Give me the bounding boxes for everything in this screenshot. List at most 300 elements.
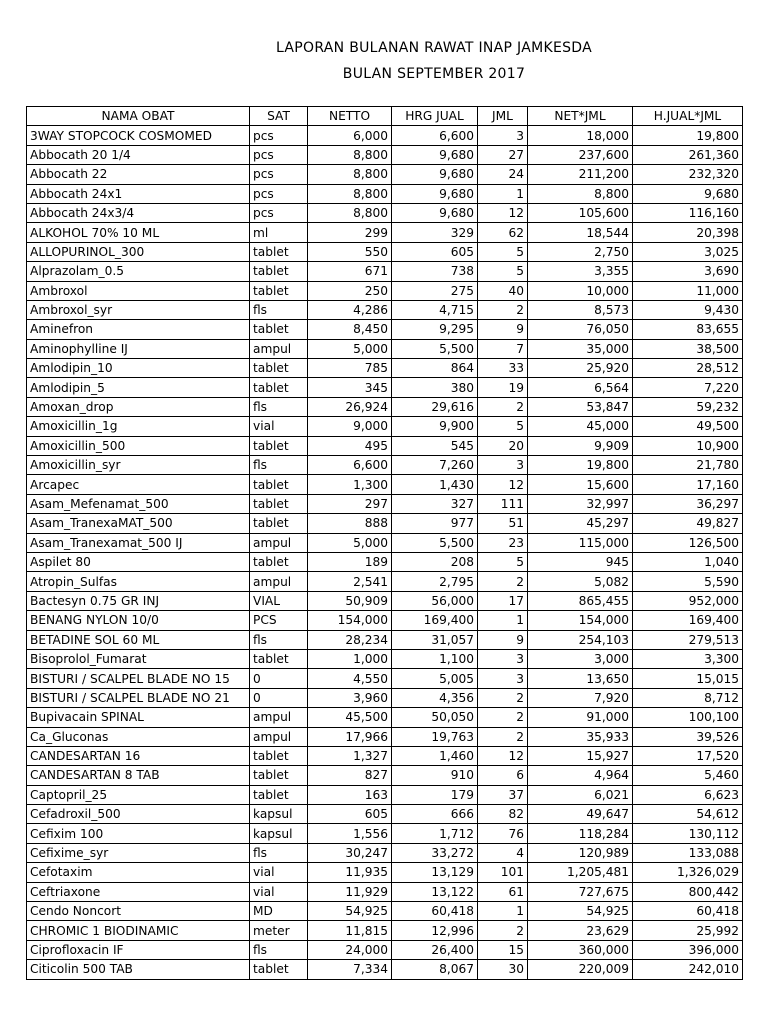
cell-hjual-jml: 83,655 [633, 320, 743, 339]
cell-net-jml: 19,800 [528, 456, 633, 475]
cell-jml: 20 [478, 436, 528, 455]
cell-sat: vial [250, 863, 308, 882]
cell-hrg-jual: 4,356 [392, 688, 478, 707]
cell-sat: tablet [250, 359, 308, 378]
cell-sat: tablet [250, 320, 308, 339]
cell-netto: 11,815 [308, 921, 392, 940]
cell-hjual-jml: 36,297 [633, 494, 743, 513]
table-row [27, 630, 743, 649]
cell-hrg-jual: 6,600 [392, 126, 478, 145]
cell-hrg-jual: 5,500 [392, 533, 478, 552]
cell-hrg-jual: 1,460 [392, 746, 478, 765]
cell-hjual-jml: 28,512 [633, 359, 743, 378]
cell-net-jml: 154,000 [528, 611, 633, 630]
cell-netto: 163 [308, 785, 392, 804]
table-row [27, 940, 743, 959]
report-title: LAPORAN BULANAN RAWAT INAP JAMKESDA [275, 40, 593, 56]
cell-netto: 671 [308, 262, 392, 281]
cell-jml: 2 [478, 688, 528, 707]
table-row [27, 824, 743, 843]
cell-jml: 12 [478, 203, 528, 222]
cell-hrg-jual: 9,295 [392, 320, 478, 339]
cell-hjual-jml: 9,430 [633, 300, 743, 319]
cell-hjual-jml: 49,827 [633, 514, 743, 533]
cell-hjual-jml: 232,320 [633, 165, 743, 184]
header-jml: JML [478, 107, 528, 126]
cell-nama-obat: Cefotaxim [27, 863, 250, 882]
cell-sat: tablet [250, 262, 308, 281]
cell-hrg-jual: 2,795 [392, 572, 478, 591]
cell-hrg-jual: 13,129 [392, 863, 478, 882]
cell-jml: 37 [478, 785, 528, 804]
cell-jml: 7 [478, 339, 528, 358]
cell-hrg-jual: 977 [392, 514, 478, 533]
cell-net-jml: 76,050 [528, 320, 633, 339]
cell-hrg-jual: 9,680 [392, 165, 478, 184]
cell-net-jml: 8,800 [528, 184, 633, 203]
cell-netto: 6,600 [308, 456, 392, 475]
cell-netto: 297 [308, 494, 392, 513]
table-row [27, 165, 743, 184]
cell-hjual-jml: 1,326,029 [633, 863, 743, 882]
cell-netto: 7,334 [308, 960, 392, 979]
table-row [27, 649, 743, 668]
cell-jml: 76 [478, 824, 528, 843]
cell-nama-obat: Cefadroxil_500 [27, 805, 250, 824]
cell-hjual-jml: 133,088 [633, 843, 743, 862]
table-row [27, 320, 743, 339]
cell-net-jml: 2,750 [528, 242, 633, 261]
cell-nama-obat: ALKOHOL 70% 10 ML [27, 223, 250, 242]
cell-netto: 8,800 [308, 203, 392, 222]
cell-jml: 2 [478, 300, 528, 319]
cell-sat: vial [250, 882, 308, 901]
cell-netto: 50,909 [308, 591, 392, 610]
cell-netto: 9,000 [308, 417, 392, 436]
cell-nama-obat: Cendo Noncort [27, 902, 250, 921]
cell-net-jml: 237,600 [528, 145, 633, 164]
cell-jml: 15 [478, 940, 528, 959]
cell-net-jml: 45,297 [528, 514, 633, 533]
cell-jml: 101 [478, 863, 528, 882]
cell-net-jml: 10,000 [528, 281, 633, 300]
cell-hrg-jual: 9,680 [392, 203, 478, 222]
cell-nama-obat: Ambroxol_syr [27, 300, 250, 319]
cell-nama-obat: Amoxicillin_syr [27, 456, 250, 475]
cell-sat: pcs [250, 184, 308, 203]
cell-sat: PCS [250, 611, 308, 630]
cell-hjual-jml: 9,680 [633, 184, 743, 203]
cell-hjual-jml: 17,520 [633, 746, 743, 765]
cell-nama-obat: Abbocath 24x1 [27, 184, 250, 203]
drug-report-table [26, 106, 743, 980]
cell-netto: 26,924 [308, 397, 392, 416]
table-row [27, 882, 743, 901]
cell-nama-obat: Bactesyn 0.75 GR INJ [27, 591, 250, 610]
cell-sat: VIAL [250, 591, 308, 610]
cell-hrg-jual: 13,122 [392, 882, 478, 901]
cell-hjual-jml: 59,232 [633, 397, 743, 416]
header-net-jml: NET*JML [528, 107, 633, 126]
cell-nama-obat: Citicolin 500 TAB [27, 960, 250, 979]
cell-jml: 6 [478, 766, 528, 785]
cell-hjual-jml: 8,712 [633, 688, 743, 707]
cell-jml: 40 [478, 281, 528, 300]
cell-netto: 8,800 [308, 145, 392, 164]
cell-net-jml: 727,675 [528, 882, 633, 901]
cell-hrg-jual: 1,712 [392, 824, 478, 843]
table-row [27, 727, 743, 746]
cell-nama-obat: Amoxicillin_1g [27, 417, 250, 436]
cell-netto: 1,000 [308, 649, 392, 668]
cell-hrg-jual: 208 [392, 552, 478, 571]
cell-jml: 2 [478, 708, 528, 727]
cell-sat: fls [250, 630, 308, 649]
cell-net-jml: 220,009 [528, 960, 633, 979]
cell-nama-obat: Asam_Tranexamat_500 IJ [27, 533, 250, 552]
cell-hjual-jml: 279,513 [633, 630, 743, 649]
table-body [27, 126, 743, 979]
cell-jml: 9 [478, 630, 528, 649]
cell-sat: 0 [250, 688, 308, 707]
cell-nama-obat: Bisoprolol_Fumarat [27, 649, 250, 668]
cell-sat: vial [250, 417, 308, 436]
cell-sat: tablet [250, 649, 308, 668]
cell-nama-obat: Asam_TranexaMAT_500 [27, 514, 250, 533]
cell-netto: 550 [308, 242, 392, 261]
cell-hjual-jml: 21,780 [633, 456, 743, 475]
cell-netto: 785 [308, 359, 392, 378]
table-row [27, 921, 743, 940]
cell-netto: 4,286 [308, 300, 392, 319]
cell-netto: 5,000 [308, 533, 392, 552]
cell-jml: 12 [478, 475, 528, 494]
cell-netto: 17,966 [308, 727, 392, 746]
cell-hjual-jml: 952,000 [633, 591, 743, 610]
cell-hrg-jual: 275 [392, 281, 478, 300]
cell-jml: 5 [478, 262, 528, 281]
cell-nama-obat: BENANG NYLON 10/0 [27, 611, 250, 630]
cell-hrg-jual: 9,900 [392, 417, 478, 436]
cell-nama-obat: Abbocath 20 1/4 [27, 145, 250, 164]
table-row [27, 766, 743, 785]
cell-net-jml: 35,933 [528, 727, 633, 746]
cell-hrg-jual: 864 [392, 359, 478, 378]
cell-hrg-jual: 738 [392, 262, 478, 281]
cell-net-jml: 115,000 [528, 533, 633, 552]
cell-hjual-jml: 6,623 [633, 785, 743, 804]
cell-jml: 12 [478, 746, 528, 765]
cell-netto: 1,327 [308, 746, 392, 765]
table-row [27, 281, 743, 300]
cell-net-jml: 9,909 [528, 436, 633, 455]
table-row [27, 203, 743, 222]
cell-sat: tablet [250, 785, 308, 804]
cell-netto: 299 [308, 223, 392, 242]
cell-nama-obat: Abbocath 24x3/4 [27, 203, 250, 222]
cell-sat: MD [250, 902, 308, 921]
cell-hrg-jual: 1,430 [392, 475, 478, 494]
cell-net-jml: 6,021 [528, 785, 633, 804]
table-row [27, 126, 743, 145]
cell-hrg-jual: 9,680 [392, 145, 478, 164]
cell-net-jml: 49,647 [528, 805, 633, 824]
cell-sat: tablet [250, 514, 308, 533]
cell-hrg-jual: 605 [392, 242, 478, 261]
cell-sat: fls [250, 456, 308, 475]
cell-nama-obat: Cefixim 100 [27, 824, 250, 843]
cell-net-jml: 7,920 [528, 688, 633, 707]
table-row [27, 262, 743, 281]
cell-hrg-jual: 5,500 [392, 339, 478, 358]
cell-jml: 2 [478, 727, 528, 746]
cell-jml: 30 [478, 960, 528, 979]
table-row [27, 359, 743, 378]
cell-nama-obat: Aminefron [27, 320, 250, 339]
table-row [27, 960, 743, 979]
table-row [27, 145, 743, 164]
table-row [27, 475, 743, 494]
cell-hrg-jual: 33,272 [392, 843, 478, 862]
cell-hjual-jml: 169,400 [633, 611, 743, 630]
cell-netto: 45,500 [308, 708, 392, 727]
header-sat: SAT [250, 107, 308, 126]
table-row [27, 456, 743, 475]
cell-jml: 5 [478, 242, 528, 261]
table-row [27, 533, 743, 552]
cell-nama-obat: Amoxan_drop [27, 397, 250, 416]
cell-sat: meter [250, 921, 308, 940]
cell-hrg-jual: 26,400 [392, 940, 478, 959]
cell-hrg-jual: 4,715 [392, 300, 478, 319]
cell-netto: 605 [308, 805, 392, 824]
cell-netto: 24,000 [308, 940, 392, 959]
cell-net-jml: 254,103 [528, 630, 633, 649]
cell-nama-obat: Bupivacain SPINAL [27, 708, 250, 727]
cell-nama-obat: Asam_Mefenamat_500 [27, 494, 250, 513]
cell-netto: 11,929 [308, 882, 392, 901]
cell-net-jml: 1,205,481 [528, 863, 633, 882]
cell-nama-obat: BISTURI / SCALPEL BLADE NO 15 [27, 669, 250, 688]
table-row [27, 591, 743, 610]
cell-sat: pcs [250, 126, 308, 145]
cell-hjual-jml: 19,800 [633, 126, 743, 145]
cell-sat: fls [250, 940, 308, 959]
table-row [27, 746, 743, 765]
cell-sat: pcs [250, 165, 308, 184]
cell-sat: kapsul [250, 805, 308, 824]
cell-nama-obat: Ambroxol [27, 281, 250, 300]
cell-hrg-jual: 910 [392, 766, 478, 785]
table-row [27, 785, 743, 804]
cell-hrg-jual: 7,260 [392, 456, 478, 475]
cell-hrg-jual: 12,996 [392, 921, 478, 940]
cell-net-jml: 18,000 [528, 126, 633, 145]
cell-jml: 3 [478, 669, 528, 688]
cell-netto: 3,960 [308, 688, 392, 707]
table-row [27, 863, 743, 882]
cell-nama-obat: Atropin_Sulfas [27, 572, 250, 591]
cell-net-jml: 13,650 [528, 669, 633, 688]
cell-jml: 23 [478, 533, 528, 552]
cell-nama-obat: 3WAY STOPCOCK COSMOMED [27, 126, 250, 145]
table-row [27, 805, 743, 824]
cell-netto: 2,541 [308, 572, 392, 591]
cell-sat: ampul [250, 572, 308, 591]
cell-hjual-jml: 54,612 [633, 805, 743, 824]
cell-sat: tablet [250, 378, 308, 397]
cell-sat: ampul [250, 727, 308, 746]
cell-nama-obat: Amlodipin_10 [27, 359, 250, 378]
cell-jml: 1 [478, 184, 528, 203]
cell-jml: 2 [478, 572, 528, 591]
cell-netto: 30,247 [308, 843, 392, 862]
cell-net-jml: 8,573 [528, 300, 633, 319]
cell-jml: 61 [478, 882, 528, 901]
cell-net-jml: 3,000 [528, 649, 633, 668]
cell-hjual-jml: 17,160 [633, 475, 743, 494]
cell-jml: 5 [478, 417, 528, 436]
cell-hrg-jual: 179 [392, 785, 478, 804]
cell-net-jml: 118,284 [528, 824, 633, 843]
cell-hrg-jual: 9,680 [392, 184, 478, 203]
table-row [27, 514, 743, 533]
cell-net-jml: 3,355 [528, 262, 633, 281]
cell-hrg-jual: 169,400 [392, 611, 478, 630]
cell-sat: tablet [250, 746, 308, 765]
table-row [27, 184, 743, 203]
cell-netto: 6,000 [308, 126, 392, 145]
cell-hjual-jml: 7,220 [633, 378, 743, 397]
cell-jml: 62 [478, 223, 528, 242]
cell-sat: tablet [250, 281, 308, 300]
cell-netto: 250 [308, 281, 392, 300]
cell-hjual-jml: 5,590 [633, 572, 743, 591]
cell-hrg-jual: 329 [392, 223, 478, 242]
cell-net-jml: 360,000 [528, 940, 633, 959]
cell-sat: ampul [250, 339, 308, 358]
cell-hrg-jual: 31,057 [392, 630, 478, 649]
cell-jml: 1 [478, 902, 528, 921]
cell-netto: 8,800 [308, 165, 392, 184]
cell-nama-obat: Captopril_25 [27, 785, 250, 804]
table-row [27, 708, 743, 727]
cell-netto: 189 [308, 552, 392, 571]
cell-hrg-jual: 60,418 [392, 902, 478, 921]
cell-nama-obat: BISTURI / SCALPEL BLADE NO 21 [27, 688, 250, 707]
cell-sat: tablet [250, 552, 308, 571]
cell-net-jml: 865,455 [528, 591, 633, 610]
table-row [27, 378, 743, 397]
cell-net-jml: 15,927 [528, 746, 633, 765]
header-hrg-jual: HRG JUAL [392, 107, 478, 126]
cell-net-jml: 105,600 [528, 203, 633, 222]
cell-net-jml: 32,997 [528, 494, 633, 513]
cell-net-jml: 211,200 [528, 165, 633, 184]
cell-nama-obat: Cefixime_syr [27, 843, 250, 862]
cell-hjual-jml: 10,900 [633, 436, 743, 455]
table-row [27, 339, 743, 358]
cell-netto: 8,450 [308, 320, 392, 339]
table-row [27, 417, 743, 436]
cell-nama-obat: Aminophylline IJ [27, 339, 250, 358]
cell-net-jml: 15,600 [528, 475, 633, 494]
cell-sat: ml [250, 223, 308, 242]
cell-netto: 154,000 [308, 611, 392, 630]
cell-nama-obat: Amlodipin_5 [27, 378, 250, 397]
cell-jml: 24 [478, 165, 528, 184]
cell-hjual-jml: 49,500 [633, 417, 743, 436]
cell-nama-obat: Amoxicillin_500 [27, 436, 250, 455]
cell-sat: pcs [250, 145, 308, 164]
cell-nama-obat: CHROMIC 1 BIODINAMIC [27, 921, 250, 940]
cell-hrg-jual: 666 [392, 805, 478, 824]
cell-sat: tablet [250, 960, 308, 979]
cell-hjual-jml: 5,460 [633, 766, 743, 785]
cell-netto: 888 [308, 514, 392, 533]
cell-netto: 495 [308, 436, 392, 455]
report-period: BULAN SEPTEMBER 2017 [342, 66, 526, 82]
cell-netto: 54,925 [308, 902, 392, 921]
cell-sat: tablet [250, 766, 308, 785]
table-row [27, 397, 743, 416]
cell-hrg-jual: 56,000 [392, 591, 478, 610]
cell-hjual-jml: 20,398 [633, 223, 743, 242]
table-row [27, 572, 743, 591]
cell-jml: 4 [478, 843, 528, 862]
cell-net-jml: 25,920 [528, 359, 633, 378]
cell-net-jml: 35,000 [528, 339, 633, 358]
cell-jml: 51 [478, 514, 528, 533]
cell-netto: 827 [308, 766, 392, 785]
cell-hjual-jml: 116,160 [633, 203, 743, 222]
cell-net-jml: 53,847 [528, 397, 633, 416]
table-row [27, 436, 743, 455]
cell-jml: 2 [478, 397, 528, 416]
table-row [27, 242, 743, 261]
cell-jml: 27 [478, 145, 528, 164]
cell-hjual-jml: 1,040 [633, 552, 743, 571]
cell-hrg-jual: 29,616 [392, 397, 478, 416]
cell-jml: 5 [478, 552, 528, 571]
cell-jml: 1 [478, 611, 528, 630]
cell-hjual-jml: 126,500 [633, 533, 743, 552]
cell-sat: tablet [250, 494, 308, 513]
cell-jml: 19 [478, 378, 528, 397]
table-row [27, 223, 743, 242]
cell-sat: pcs [250, 203, 308, 222]
cell-netto: 11,935 [308, 863, 392, 882]
table-row [27, 669, 743, 688]
cell-nama-obat: Arcapec [27, 475, 250, 494]
cell-hjual-jml: 3,300 [633, 649, 743, 668]
cell-jml: 17 [478, 591, 528, 610]
cell-nama-obat: CANDESARTAN 8 TAB [27, 766, 250, 785]
cell-netto: 1,300 [308, 475, 392, 494]
cell-sat: tablet [250, 436, 308, 455]
cell-nama-obat: Aspilet 80 [27, 552, 250, 571]
cell-net-jml: 91,000 [528, 708, 633, 727]
cell-hjual-jml: 39,526 [633, 727, 743, 746]
cell-netto: 28,234 [308, 630, 392, 649]
table-row [27, 902, 743, 921]
cell-hjual-jml: 800,442 [633, 882, 743, 901]
cell-netto: 345 [308, 378, 392, 397]
cell-sat: tablet [250, 475, 308, 494]
cell-nama-obat: Ceftriaxone [27, 882, 250, 901]
header-netto: NETTO [308, 107, 392, 126]
cell-sat: fls [250, 300, 308, 319]
